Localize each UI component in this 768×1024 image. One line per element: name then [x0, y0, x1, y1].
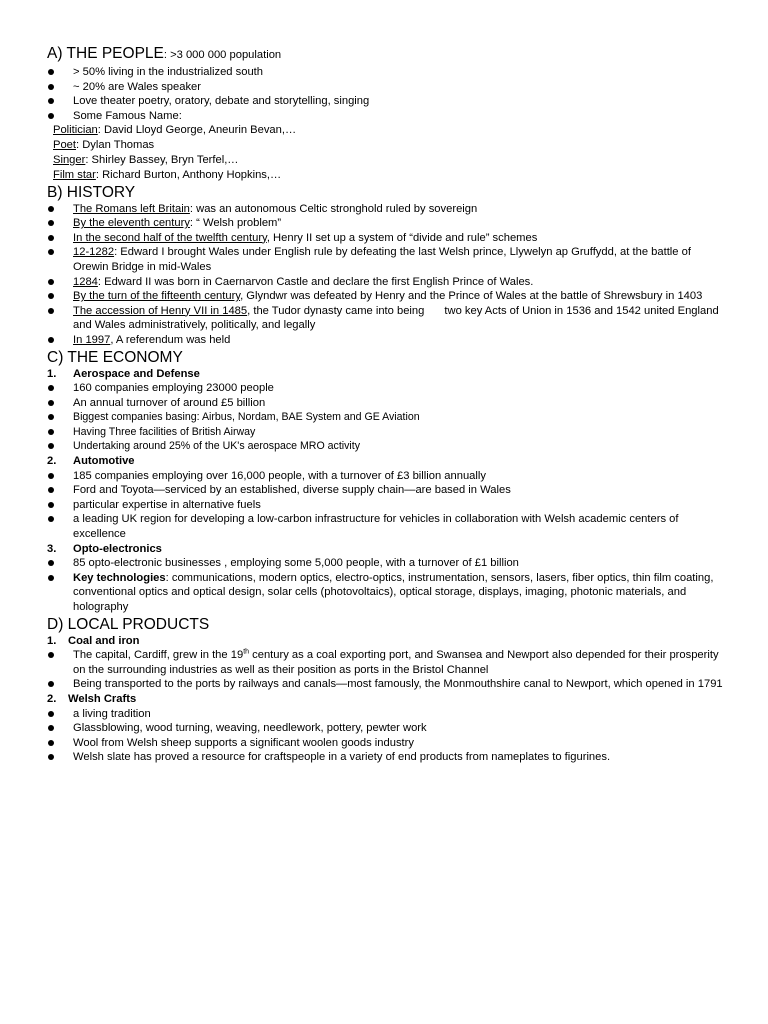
bullet-icon — [47, 648, 73, 677]
subsection-heading: 1. Aerospace and Defense — [47, 367, 200, 380]
list-item: Love theater poetry, oratory, debate and storytelling, singing — [47, 94, 728, 109]
bullet-icon — [47, 707, 73, 722]
bullet-icon — [47, 677, 73, 692]
bullet-icon — [47, 750, 73, 765]
bullet-icon — [47, 439, 73, 454]
bullet-icon — [47, 94, 73, 109]
heading-text: A) THE PEOPLE — [47, 45, 164, 62]
bullet-icon — [47, 736, 73, 751]
bullet-icon — [47, 556, 73, 571]
list-item: Being transported to the ports by railways and canals—most famously, the Monmouthshire canal to Newport, which opened in 1791 — [47, 677, 728, 692]
list-item: By the turn of the fifteenth century, Glyndwr was defeated by Henry and the Prince of Wales at the battle of Shrewsbury in 1403 — [47, 289, 728, 304]
famous-name-line: Film star: Richard Burton, Anthony Hopkins,… — [53, 168, 282, 181]
list-item: Ford and Toyota—serviced by an established, diverse supply chain—are based in Wales — [47, 483, 728, 498]
subsection-heading: 2. Welsh Crafts — [47, 692, 137, 705]
bullet-icon — [47, 381, 73, 396]
list-item: particular expertise in alternative fuels — [47, 498, 728, 513]
famous-name-line: Politician: David Lloyd George, Aneurin Bevan,… — [53, 124, 297, 137]
subsection-heading: 2. Automotive — [47, 455, 135, 468]
famous-name-line: Singer: Shirley Bassey, Bryn Terfel,… — [53, 153, 239, 166]
list-item: > 50% living in the industrialized south — [47, 65, 728, 80]
bullet-icon — [47, 333, 73, 348]
list-item: The capital, Cardiff, grew in the 19th century as a coal exporting port, and Swansea and Newport also depended for their prosperity on the surrounding industries as well as their position as ports in the Bristol Channel — [47, 648, 728, 677]
bullet-icon — [47, 721, 73, 736]
bullet-icon — [47, 469, 73, 484]
list-item: Key technologies: communications, modern optics, electro-optics, instrumentation, sensors, lasers, fiber optics, thin film coating, conventional optics and optical design, solar cells (photovoltaics), optical storage, displays, imaging, photonic materials, and holography — [47, 571, 728, 615]
bullet-icon — [47, 109, 73, 124]
list-item: In 1997, A referendum was held — [47, 333, 728, 348]
section-heading-economy: C) THE ECONOMY — [47, 348, 183, 366]
list-item: ~ 20% are Wales speaker — [47, 80, 728, 95]
list-item: Welsh slate has proved a resource for craftspeople in a variety of end products from nameplates to figurines. — [47, 750, 728, 765]
list-item: An annual turnover of around £5 billion — [47, 396, 728, 411]
bullet-icon — [47, 202, 73, 217]
list-item: Having Three facilities of British Airway — [47, 425, 728, 440]
bullet-icon — [47, 410, 73, 425]
bullet-icon — [47, 65, 73, 80]
bullet-icon — [47, 483, 73, 498]
list-item: The accession of Henry VII in 1485, the Tudor dynasty came into being two key Acts of Union in 1536 and 1542 united England and Wales administratively, politically, and legally — [47, 304, 728, 333]
list-item: By the eleventh century: “ Welsh problem” — [47, 216, 728, 231]
subsection-heading: 1. Coal and iron — [47, 634, 140, 647]
list-item: Wool from Welsh sheep supports a significant woolen goods industry — [47, 736, 728, 751]
bullet-icon — [47, 275, 73, 290]
list-item: Biggest companies basing: Airbus, Nordam, BAE System and GE Aviation — [47, 410, 728, 425]
famous-name-line: Poet: Dylan Thomas — [53, 139, 155, 152]
list-item: 185 companies employing over 16,000 people, with a turnover of £3 billion annually — [47, 469, 728, 484]
bullet-icon — [47, 216, 73, 231]
section-heading-history: B) HISTORY — [47, 183, 136, 201]
section-heading-people — [47, 44, 728, 65]
bullet-icon — [47, 425, 73, 440]
bullet-icon — [47, 80, 73, 95]
bullet-icon — [47, 396, 73, 411]
list-item: Undertaking around 25% of the UK's aerospace MRO activity — [47, 439, 728, 454]
bullet-icon — [47, 304, 73, 333]
section-heading-products: D) LOCAL PRODUCTS — [47, 615, 210, 633]
bullet-icon — [47, 498, 73, 513]
list-item: Glassblowing, wood turning, weaving, needlework, pottery, pewter work — [47, 721, 728, 736]
heading-subtext: : >3 000 000 population — [163, 49, 282, 61]
list-item: 85 opto-electronic businesses , employing some 5,000 people, with a turnover of £1 billion — [47, 556, 728, 571]
list-item: 160 companies employing 23000 people — [47, 381, 728, 396]
bullet-icon — [47, 231, 73, 246]
bullet-icon — [47, 245, 73, 274]
bullet-icon — [47, 289, 73, 304]
list-item: 12-1282: Edward I brought Wales under English rule by defeating the last Welsh prince, Llywelyn ap Gruffydd, at the battle of Orewin Bridge in mid-Wales — [47, 245, 728, 274]
list-item: a leading UK region for developing a low-carbon infrastructure for vehicles in collaboration with Welsh academic centers of excellence — [47, 512, 728, 541]
list-item: The Romans left Britain: was an autonomous Celtic stronghold ruled by sovereign — [47, 202, 728, 217]
subsection-heading: 3. Opto-electronics — [47, 542, 162, 555]
list-item: In the second half of the twelfth century, Henry II set up a system of “divide and rule” schemes — [47, 231, 728, 246]
list-item: a living tradition — [47, 707, 728, 722]
list-item: 1284: Edward II was born in Caernarvon Castle and declare the first English Prince of Wales. — [47, 275, 728, 290]
bullet-icon — [47, 512, 73, 541]
bullet-icon — [47, 571, 73, 615]
list-item: Some Famous Name: — [47, 109, 728, 124]
